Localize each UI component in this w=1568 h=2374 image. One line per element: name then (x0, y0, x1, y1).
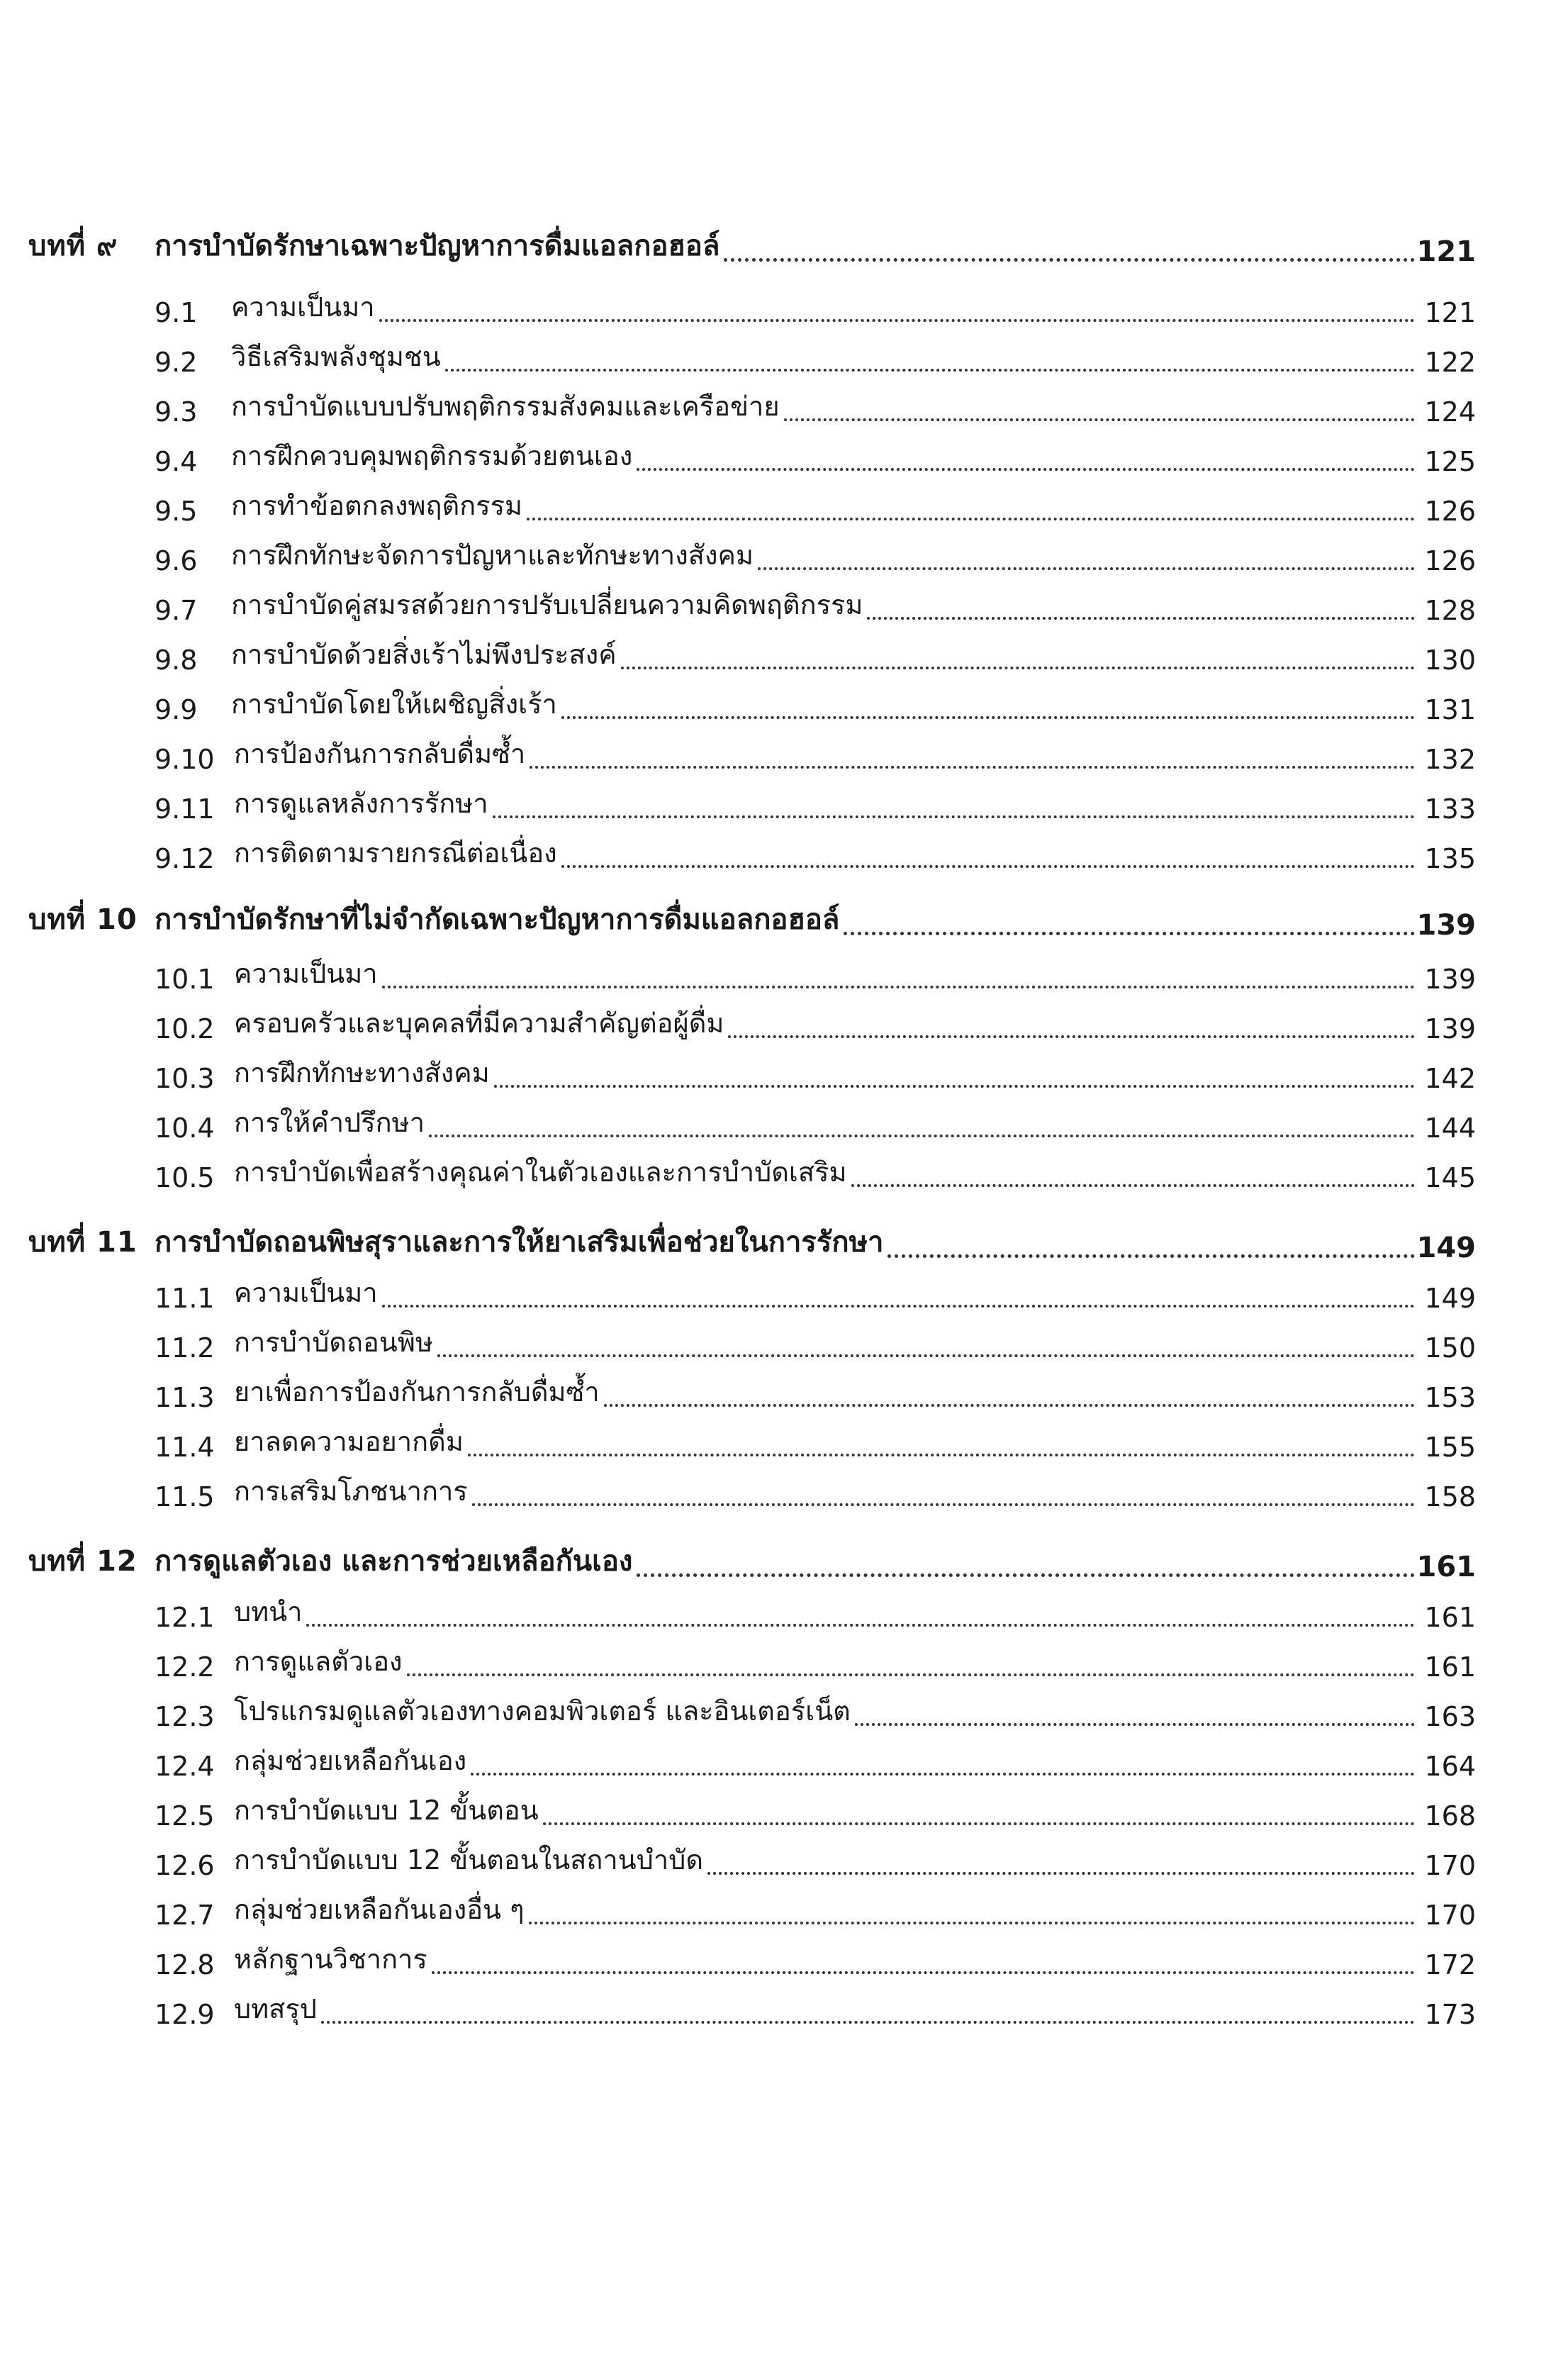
section-number: 12.1 (155, 1602, 215, 1633)
chapter-heading-12 (0, 1542, 1568, 1592)
toc-entry (0, 1273, 1568, 1322)
section-page-number: 168 (1424, 1800, 1476, 1832)
dot-leader (407, 1673, 1415, 1676)
section-page-number: 131 (1424, 694, 1476, 725)
section-page-number: 161 (1424, 1651, 1476, 1683)
section-title: โปรแกรมดูแลตัวเองทางคอมพิวเตอร์ และอินเตอร์เน็ต (234, 1695, 851, 1727)
section-title: ความเป็นมา (234, 1277, 378, 1308)
dot-leader (530, 766, 1415, 769)
toc-entry (0, 337, 1568, 386)
toc-entry (0, 635, 1568, 684)
dot-leader (321, 2021, 1415, 2024)
section-number: 12.6 (155, 1850, 215, 1881)
toc-entry (0, 1642, 1568, 1691)
section-number: 10.3 (155, 1063, 215, 1094)
chapter-title: การดูแลตัวเอง และการช่วยเหลือกันเอง (155, 1545, 633, 1578)
section-page-number: 125 (1424, 446, 1476, 477)
toc-entry (0, 486, 1568, 535)
toc-entry (0, 1890, 1568, 1939)
dot-leader (887, 1254, 1415, 1258)
chapter-heading-11 (0, 1223, 1568, 1273)
section-title: วิธีเสริมพลังชุมชน (231, 341, 441, 372)
section-title: บทนำ (234, 1596, 303, 1627)
section-title: การทำข้อตกลงพฤติกรรม (231, 490, 523, 521)
section-title: กลุ่มช่วยเหลือกันเอง (234, 1745, 467, 1776)
section-title: บทสรุป (234, 1993, 317, 2024)
section-page-number: 145 (1424, 1162, 1476, 1193)
section-number: 9.7 (155, 595, 198, 626)
section-title: การบำบัดแบบ 12 ขั้นตอน (234, 1795, 539, 1826)
dot-leader (637, 1573, 1415, 1577)
dot-leader (471, 1773, 1415, 1776)
dot-leader (382, 1305, 1415, 1308)
section-page-number: 126 (1424, 545, 1476, 576)
toc-entry (0, 1691, 1568, 1741)
section-number: 12.4 (155, 1751, 215, 1782)
dot-leader (493, 815, 1415, 818)
section-number: 12.9 (155, 1999, 215, 2030)
section-title: การป้องกันการกลับดื่มซ้ำ (234, 738, 526, 769)
dot-leader (437, 1354, 1415, 1357)
dot-leader (867, 617, 1415, 620)
section-number: 11.3 (155, 1382, 215, 1413)
section-title: ยาลดความอยากดื่ม (234, 1426, 464, 1457)
section-number: 9.8 (155, 645, 198, 676)
toc-entry (0, 1939, 1568, 1989)
chapter-heading-9 (0, 227, 1568, 277)
section-page-number: 155 (1424, 1432, 1476, 1463)
section-title: การบำบัดด้วยสิ่งเร้าไม่พึงประสงค์ (231, 639, 617, 670)
section-page-number: 149 (1424, 1283, 1476, 1314)
toc-entry (0, 833, 1568, 883)
section-title: การดูแลตัวเอง (234, 1646, 403, 1677)
dot-leader (382, 986, 1415, 988)
dot-leader (543, 1822, 1415, 1825)
toc-entry (0, 684, 1568, 734)
section-number: 11.1 (155, 1283, 215, 1314)
section-title: ยาเพื่อการป้องกันการกลับดื่มซ้ำ (234, 1376, 600, 1408)
section-page-number: 163 (1424, 1701, 1476, 1732)
dot-leader (494, 1085, 1415, 1088)
section-number: 9.3 (155, 396, 198, 428)
toc-entry (0, 784, 1568, 833)
chapter-title: การบำบัดรักษาที่ไม่จำกัดเฉพาะปัญหาการดื่มแอลกอฮอล์ (155, 903, 840, 936)
toc-entry (0, 734, 1568, 784)
section-title: การดูแลหลังการรักษา (234, 788, 488, 819)
section-number: 9.10 (155, 744, 215, 775)
section-page-number: 124 (1424, 396, 1476, 428)
dot-leader (851, 1184, 1415, 1187)
section-page-number: 128 (1424, 595, 1476, 626)
dot-leader (728, 1035, 1415, 1038)
dot-leader (561, 716, 1415, 719)
dot-leader (379, 319, 1415, 322)
section-title: การฝึกทักษะจัดการปัญหาและทักษะทางสังคม (231, 540, 754, 571)
dot-leader (472, 1503, 1415, 1506)
section-title: การฝึกควบคุมพฤติกรรมด้วยตนเอง (231, 440, 633, 472)
section-page-number: 161 (1424, 1602, 1476, 1633)
section-number: 12.5 (155, 1800, 215, 1832)
section-title: กลุ่มช่วยเหลือกันเองอื่น ๆ (234, 1894, 525, 1925)
section-page-number: 150 (1424, 1332, 1476, 1364)
toc-entry (0, 1003, 1568, 1053)
toc-entry (0, 1422, 1568, 1471)
dot-leader (784, 418, 1415, 421)
section-page-number: 164 (1424, 1751, 1476, 1782)
section-number: 11.5 (155, 1481, 215, 1512)
toc-entry (0, 436, 1568, 486)
chapter-title: การบำบัดถอนพิษสุราและการให้ยาเสริมเพื่อช่วยในการรักษา (155, 1226, 884, 1259)
toc-entry (0, 1790, 1568, 1840)
chapter-page-number: 139 (1416, 909, 1476, 942)
section-title: การบำบัดโดยให้เผชิญสิ่งเร้า (231, 689, 557, 720)
chapter-title: การบำบัดรักษาเฉพาะปัญหาการดื่มแอลกอฮอล์ (155, 230, 720, 262)
section-page-number: 142 (1424, 1063, 1476, 1094)
dot-leader (707, 1872, 1415, 1875)
section-title: หลักฐานวิชาการ (234, 1944, 427, 1975)
toc-entry (0, 1322, 1568, 1372)
section-number: 10.1 (155, 964, 215, 995)
section-page-number: 139 (1424, 964, 1476, 995)
chapter-page-number: 121 (1416, 235, 1476, 268)
toc-entry (0, 1741, 1568, 1790)
section-title: ความเป็นมา (234, 958, 378, 989)
dot-leader (529, 1922, 1415, 1924)
section-title: การฝึกทักษะทางสังคม (234, 1057, 490, 1088)
section-title: ครอบครัวและบุคคลที่มีความสำคัญต่อผู้ดื่ม (234, 1008, 724, 1039)
section-page-number: 139 (1424, 1013, 1476, 1044)
section-page-number: 133 (1424, 793, 1476, 825)
chapter-label: บทที่ 11 (28, 1226, 138, 1259)
section-number: 10.4 (155, 1113, 215, 1144)
toc-entry (0, 1471, 1568, 1521)
chapter-page-number: 161 (1416, 1551, 1476, 1583)
toc-entry (0, 535, 1568, 585)
section-page-number: 173 (1424, 1999, 1476, 2030)
chapter-label: บทที่ 10 (28, 903, 138, 936)
section-page-number: 172 (1424, 1949, 1476, 1980)
section-page-number: 121 (1424, 297, 1476, 328)
section-number: 9.2 (155, 347, 198, 378)
section-page-number: 135 (1424, 843, 1476, 874)
toc-entry (0, 1592, 1568, 1642)
section-number: 10.5 (155, 1162, 215, 1193)
dot-leader (429, 1135, 1415, 1137)
dot-leader (561, 865, 1415, 868)
section-page-number: 144 (1424, 1113, 1476, 1144)
chapter-label: บทที่ ๙ (28, 230, 118, 262)
section-number: 9.5 (155, 496, 198, 527)
dot-leader (468, 1454, 1415, 1456)
section-number: 12.3 (155, 1701, 215, 1732)
dot-leader (844, 932, 1415, 935)
chapter-page-number: 149 (1416, 1232, 1476, 1264)
section-number: 11.2 (155, 1332, 215, 1364)
section-number: 9.4 (155, 446, 198, 477)
section-number: 12.8 (155, 1949, 215, 1980)
section-page-number: 153 (1424, 1382, 1476, 1413)
section-number: 12.7 (155, 1900, 215, 1931)
section-number: 12.2 (155, 1651, 215, 1683)
toc-entry (0, 954, 1568, 1003)
section-title: การบำบัดคู่สมรสด้วยการปรับเปลี่ยนความคิดพฤติกรรม (231, 589, 863, 620)
section-title: การเสริมโภชนาการ (234, 1476, 468, 1507)
dot-leader (604, 1404, 1415, 1407)
section-title: ความเป็นมา (231, 291, 375, 323)
section-number: 9.11 (155, 793, 215, 825)
section-number: 9.9 (155, 694, 198, 725)
section-title: การบำบัดเพื่อสร้างคุณค่าในตัวเองและการบำบัดเสริม (234, 1157, 847, 1188)
section-number: 9.1 (155, 297, 198, 328)
chapter-heading-10 (0, 901, 1568, 950)
section-page-number: 130 (1424, 645, 1476, 676)
toc-entry (0, 1053, 1568, 1103)
section-page-number: 170 (1424, 1850, 1476, 1881)
section-title: การบำบัดแบบ 12 ขั้นตอนในสถานบำบัด (234, 1844, 703, 1876)
toc-entry (0, 287, 1568, 337)
section-page-number: 158 (1424, 1481, 1476, 1512)
section-number: 11.4 (155, 1432, 215, 1463)
dot-leader (724, 258, 1415, 262)
section-number: 10.2 (155, 1013, 215, 1044)
toc-entry (0, 1989, 1568, 2039)
dot-leader (621, 667, 1415, 669)
section-title: การบำบัดแบบปรับพฤติกรรมสังคมและเครือข่าย (231, 391, 780, 422)
section-page-number: 126 (1424, 496, 1476, 527)
dot-leader (527, 518, 1415, 520)
dot-leader (855, 1723, 1415, 1726)
toc-entry (0, 585, 1568, 635)
dot-leader (432, 1971, 1415, 1974)
section-number: 9.12 (155, 843, 215, 874)
section-title: การให้คำปรึกษา (234, 1107, 425, 1138)
chapter-label: บทที่ 12 (28, 1545, 138, 1578)
toc-entry (0, 1152, 1568, 1202)
section-page-number: 170 (1424, 1900, 1476, 1931)
section-title: การบำบัดถอนพิษ (234, 1327, 433, 1358)
toc-entry (0, 1840, 1568, 1890)
section-page-number: 132 (1424, 744, 1476, 775)
toc-entry (0, 1103, 1568, 1152)
dot-leader (758, 567, 1415, 570)
section-page-number: 122 (1424, 347, 1476, 378)
section-number: 9.6 (155, 545, 198, 576)
dot-leader (306, 1624, 1415, 1627)
toc-entry (0, 1372, 1568, 1422)
section-title: การติดตามรายกรณีต่อเนื่อง (234, 837, 557, 869)
toc-entry (0, 386, 1568, 436)
dot-leader (445, 369, 1415, 372)
dot-leader (637, 468, 1415, 471)
